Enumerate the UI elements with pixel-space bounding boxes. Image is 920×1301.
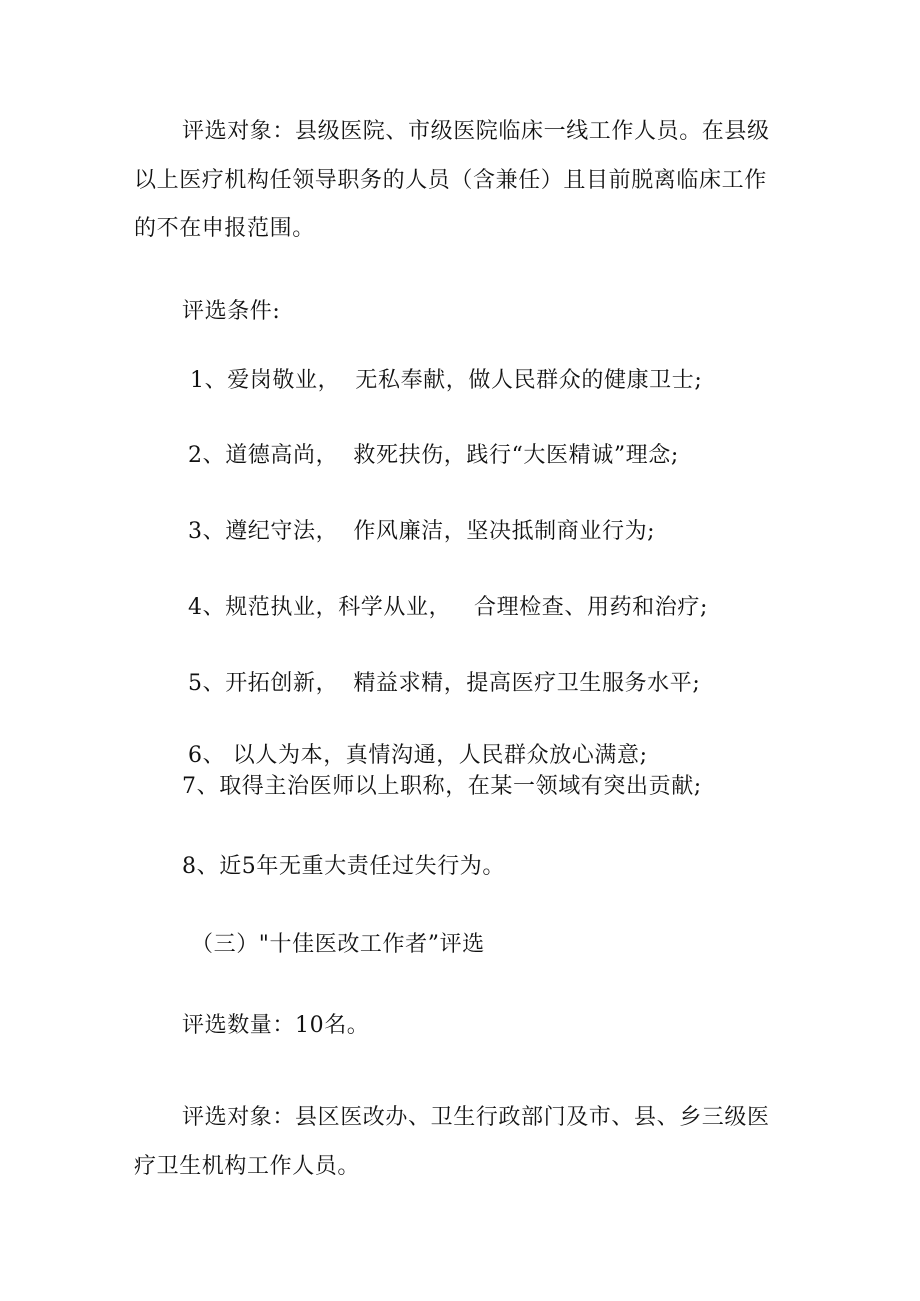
- target-paragraph-1-line-1: 评选对象：县级医院、市级医院临床一线工作人员。在县级: [182, 119, 770, 144]
- conditions-heading: 评选条件:: [182, 299, 281, 324]
- target-paragraph-2-line-2: 疗卫生机构工作人员。: [134, 1154, 361, 1179]
- condition-item-6: 6、 以人为本，真情沟通，人民群众放心满意;: [188, 743, 648, 768]
- condition-item-1: 1、爱岗敬业， 无私奉献，做人民群众的健康卫士;: [190, 368, 703, 393]
- condition-item-3: 3、遵纪守法， 作风廉洁，坚决抵制商业行为;: [188, 519, 656, 544]
- condition-item-7: 7、取得主治医师以上职称，在某一领域有突出贡献;: [182, 774, 702, 799]
- condition-item-2: 2、道德高尚， 救死扶伤，践行“大医精诚”理念;: [188, 443, 679, 468]
- section-3-heading: （三）"十佳医改工作者”评选: [191, 932, 485, 957]
- target-paragraph-1-line-2: 以上医疗机构任领导职务的人员（含兼任）且目前脱离临床工作: [134, 168, 767, 193]
- quantity-line: 评选数量：10名。: [182, 1013, 370, 1038]
- target-paragraph-2-line-1: 评选对象：县区医改办、卫生行政部门及市、县、乡三级医: [182, 1105, 770, 1130]
- condition-item-8: 8、近5年无重大责任过失行为。: [182, 854, 505, 879]
- condition-item-4: 4、规范执业，科学从业， 合理检查、用药和治疗;: [188, 595, 708, 620]
- target-paragraph-1-line-3: 的不在申报范围。: [134, 216, 315, 241]
- condition-item-5: 5、开拓创新， 精益求精，提高医疗卫生服务水平;: [188, 671, 701, 696]
